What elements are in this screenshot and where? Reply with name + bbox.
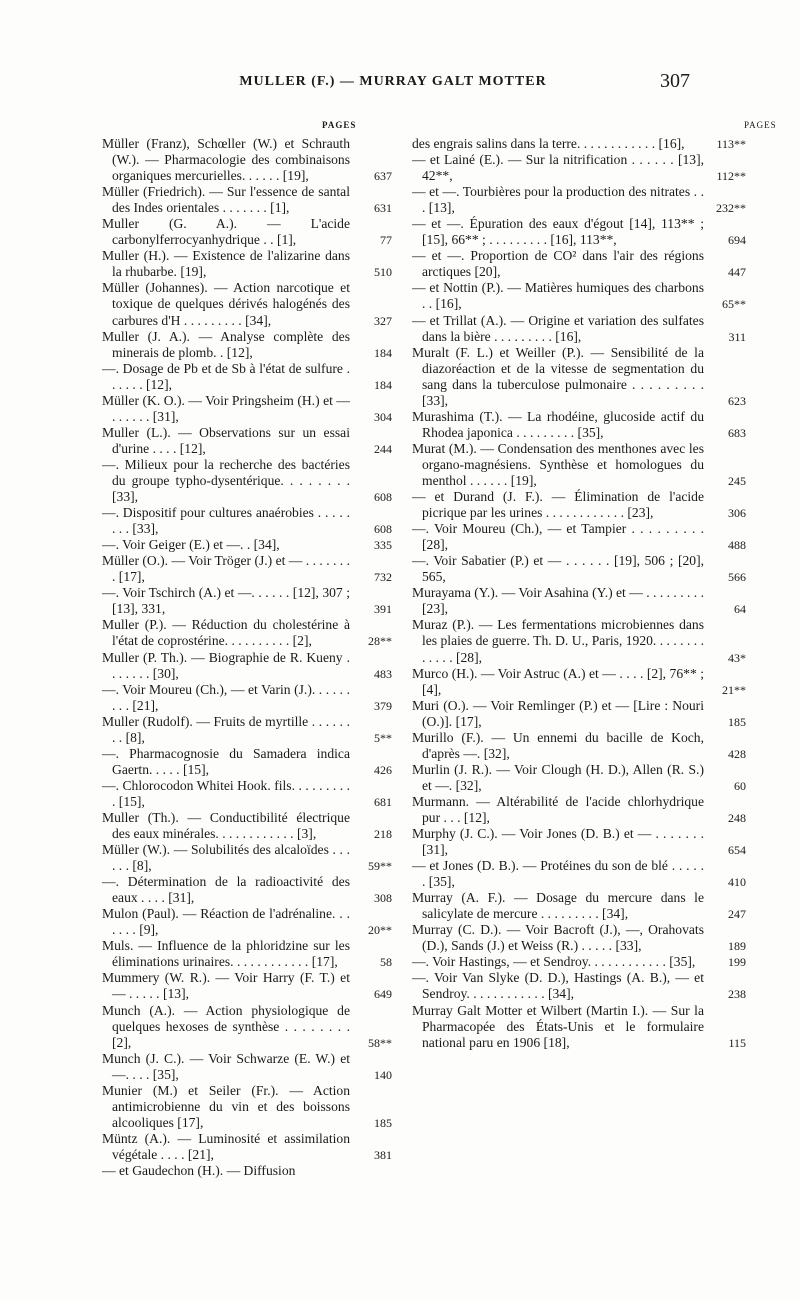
index-entry <box>102 553 402 585</box>
column-header-pages-left: PAGES <box>322 120 357 130</box>
entry-text: Müller (K. O.). — Voir Pringsheim (H.) et — . . . . . . [31], <box>102 392 350 424</box>
page-number: 307 <box>660 70 690 92</box>
index-entry <box>412 617 746 665</box>
entry-text: —. Détermination de la radioactivité des eaux . . . . [31], <box>102 874 350 906</box>
index-entry <box>102 1163 402 1179</box>
entry-text: Müller (O.). — Voir Tröger (J.) et — . . . . . . . . [17], <box>102 553 350 585</box>
entry-page: 327 <box>374 313 392 328</box>
entry-page: 20** <box>368 923 392 938</box>
entry-text: Müntz (A.). — Luminosité et assimilation végétale . . . . [21], <box>102 1130 350 1162</box>
entry-text: —. Voir Tschirch (A.) et —. . . . . . [12], 307 ; [13], 331, <box>102 585 350 617</box>
entry-page: 185 <box>728 714 746 729</box>
index-entry <box>412 585 746 617</box>
entry-text: —. Voir Moureu (Ch.), — et Varin (J.). . . . . . . . . [21], <box>102 681 350 713</box>
entry-page: 566 <box>728 570 746 585</box>
entry-page: 304 <box>374 409 392 424</box>
entry-page: 306 <box>728 506 746 521</box>
index-entry <box>102 537 402 553</box>
index-column-right <box>412 136 746 1051</box>
index-entry <box>102 778 402 810</box>
entry-page: 64 <box>734 602 746 617</box>
entry-text: — et Trillat (A.). — Origine et variation des sulfates dans la bière . . . . . . . . . [16], <box>412 312 704 344</box>
entry-text: Müller (Johannes). — Action narcotique et toxique de quelques dérivés halogénés des carbures d'H . . . . . . . . . [34], <box>102 280 350 328</box>
entry-text: Muller (Th.). — Conductibilité électrique des eaux minérales. . . . . . . . . . . . [3], <box>102 809 350 842</box>
entry-text: —. Milieux pour la recherche des bactéries du groupe typho-dysentérique. . . . . . . . [33], <box>102 456 350 505</box>
index-entry <box>102 1051 402 1083</box>
entry-page: 335 <box>374 538 392 553</box>
entry-page: 649 <box>374 987 392 1002</box>
entry-page: 185 <box>374 1115 392 1130</box>
entry-page: 391 <box>374 602 392 617</box>
index-entry <box>412 441 746 489</box>
entry-text: Murphy (J. C.). — Voir Jones (D. B.) et — . . . . . . . [31], <box>412 826 704 858</box>
index-entry <box>102 248 402 280</box>
entry-text: Murray (A. F.). — Dosage du mercure dans le salicylate de mercure . . . . . . . . . [34], <box>412 890 704 922</box>
index-entry <box>412 489 746 521</box>
entry-text: Muller (J. A.). — Analyse complète des minerais de plomb. . [12], <box>102 328 350 360</box>
entry-page: 199 <box>728 955 746 970</box>
index-entry <box>412 409 746 441</box>
entry-text: Murlin (J. R.). — Voir Clough (H. D.), Allen (R. S.) et —. [32], <box>412 761 704 793</box>
entry-text: —. Dispositif pour cultures anaérobies . . . . . . . . [33], <box>102 505 350 537</box>
entry-page: 59** <box>368 859 392 874</box>
index-entry <box>412 730 746 762</box>
entry-page: 379 <box>374 698 392 713</box>
index-entry <box>102 585 402 617</box>
entry-page: 65** <box>722 297 746 312</box>
entry-text: — et Gaudechon (H.). — Diffusion <box>102 1163 296 1178</box>
entry-text: —. Voir Van Slyke (D. D.), Hastings (A. B.), — et Sendroy. . . . . . . . . . . . [34], <box>412 970 704 1002</box>
entry-page: 426 <box>374 762 392 777</box>
entry-page: 58 <box>380 955 392 970</box>
entry-text: Munch (A.). — Action physiologique de quelques hexoses de synthèse . . . . . . . . [2], <box>102 1002 350 1050</box>
index-entry <box>412 1003 746 1051</box>
entry-text: — et —. Proportion de CO² dans l'air des régions arctiques [20], <box>412 248 704 280</box>
entry-text: Muralt (F. L.) et Weiller (P.). — Sensibilité de la diazoréaction et de la vitesse de segmentation du sang dans la tuberculose pulmonaire . . . . . . . . . [33], <box>412 344 704 408</box>
entry-page: 311 <box>728 329 746 344</box>
index-entry <box>412 345 746 409</box>
entry-text: Muraz (P.). — Les fermentations microbiennes dans les plaies de guerre. Th. D. U., Paris, 1920. . . . . . . . . . . . . [28], <box>412 617 704 665</box>
entry-text: Murco (H.). — Voir Astruc (A.) et — . . . . [2], 76** ; [4], <box>412 665 704 697</box>
entry-page: 218 <box>374 827 392 842</box>
entry-page: 113** <box>716 137 746 151</box>
index-entry <box>412 858 746 890</box>
index-entry <box>102 714 402 746</box>
index-entry <box>412 794 746 826</box>
index-entry <box>102 457 402 505</box>
entry-text: Murillo (F.). — Un ennemi du bacille de Koch, d'après —. [32], <box>412 729 704 761</box>
entry-text: —. Pharmacognosie du Samadera indica Gaertn. . . . . [15], <box>102 745 350 777</box>
entry-page: 681 <box>374 794 392 809</box>
running-head <box>0 70 800 104</box>
entry-text: Muller (P. Th.). — Biographie de R. Kueny . . . . . . . [30], <box>102 649 350 681</box>
index-entry <box>102 1131 402 1163</box>
index-entry <box>102 617 402 649</box>
index-entry <box>102 938 402 970</box>
entry-text: Murayama (Y.). — Voir Asahina (Y.) et — . . . . . . . . . [23], <box>412 585 704 617</box>
entry-page: 232** <box>716 201 746 216</box>
entry-page: 112** <box>716 169 746 184</box>
index-entry <box>412 890 746 922</box>
entry-text: Muller (Rudolf). — Fruits de myrtille . . . . . . . . [8], <box>102 713 350 745</box>
index-entry <box>102 970 402 1002</box>
index-entry <box>102 216 402 248</box>
entry-page: 245 <box>728 473 746 488</box>
index-entry <box>102 1083 402 1131</box>
entry-page: 637 <box>374 169 392 184</box>
index-entry <box>102 136 402 184</box>
entry-page: 510 <box>374 265 392 280</box>
entry-text: — et —. Épuration des eaux d'égout [14], 113** ; [15], 66** ; . . . . . . . . . [16], 113**, <box>412 216 704 248</box>
entry-text: Müller (Franz), Schœller (W.) et Schrauth (W.). — Pharmacologie des combinaisons organiques mercurielles. . . . . . [19], <box>102 136 350 184</box>
index-entry <box>102 280 402 328</box>
index-entry <box>102 184 402 216</box>
index-entry <box>412 184 746 216</box>
index-entry <box>412 970 746 1002</box>
entry-text: —. Voir Sabatier (P.) et — . . . . . . [19], 506 ; [20], 565, <box>412 553 704 585</box>
entry-text: des engrais salins dans la terre. . . . . . . . . . . . [16], <box>412 136 685 151</box>
index-entry <box>412 216 746 248</box>
entry-page: 238 <box>728 987 746 1002</box>
entry-page: 447 <box>728 265 746 280</box>
entry-text: — et Nottin (P.). — Matières humiques des charbons . . [16], <box>412 280 704 312</box>
index-entry <box>412 152 746 184</box>
column-header-pages-right: PAGES <box>744 120 777 130</box>
index-entry <box>412 280 746 312</box>
entry-text: —. Voir Moureu (Ch.), — et Tampier . . . . . . . . . [28], <box>412 521 704 553</box>
entry-page: 654 <box>728 843 746 858</box>
entry-text: — et Lainé (E.). — Sur la nitrification . . . . . . [13], 42**, <box>412 152 704 184</box>
entry-page: 623 <box>728 393 746 408</box>
entry-page: 28** <box>368 634 392 649</box>
index-entry <box>412 248 746 280</box>
entry-page: 5** <box>374 730 392 745</box>
entry-text: Müller (Friedrich). — Sur l'essence de santal des Indes orientales . . . . . . . [1], <box>102 184 350 216</box>
index-entry <box>102 505 402 537</box>
index-entry <box>412 136 746 152</box>
entry-text: Murray Galt Motter et Wilbert (Martin I.). — Sur la Pharmacopée des États-Unis et le formulaire national paru en 1906 [18], <box>412 1002 704 1050</box>
entry-page: 488 <box>728 538 746 553</box>
entry-text: Murat (M.). — Condensation des menthones avec les organo-magnésiens. Synthèse et homologues du menthol . . . . . . [19], <box>412 440 704 488</box>
entry-text: —. Voir Geiger (E.) et —. . [34], <box>102 537 280 553</box>
entry-text: —. Chlorocodon Whitei Hook. fils. . . . . . . . . . [15], <box>102 777 350 809</box>
entry-text: Muls. — Influence de la phloridzine sur les éliminations urinaires. . . . . . . . . . . . [17], <box>102 938 350 970</box>
index-entry <box>412 922 746 954</box>
entry-text: Müller (W.). — Solubilités des alcaloïdes . . . . . . [8], <box>102 842 350 874</box>
index-entry <box>412 666 746 698</box>
index-entry <box>102 393 402 425</box>
entry-text: Mummery (W. R.). — Voir Harry (F. T.) et — . . . . . [13], <box>102 970 350 1002</box>
entry-page: 428 <box>728 746 746 761</box>
index-column-left <box>102 136 402 1179</box>
entry-page: 608 <box>374 490 392 505</box>
entry-page: 410 <box>728 875 746 890</box>
entry-page: 21** <box>722 682 746 697</box>
entry-text: Muller (L.). — Observations sur un essai d'urine . . . . [12], <box>102 424 350 456</box>
entry-page: 184 <box>374 377 392 392</box>
entry-page: 308 <box>374 891 392 906</box>
index-entry <box>412 954 746 970</box>
index-entry <box>412 313 746 345</box>
index-entry <box>102 842 402 874</box>
entry-text: —. Voir Hastings, — et Sendroy. . . . . . . . . . . . [35], <box>412 954 696 970</box>
entry-text: — et —. Tourbières pour la production des nitrates . . . [13], <box>412 184 704 216</box>
entry-page: 483 <box>374 666 392 681</box>
entry-page: 115 <box>728 1035 746 1050</box>
entry-text: — et Jones (D. B.). — Protéines du son de blé . . . . . . [35], <box>412 858 704 890</box>
index-entry <box>412 521 746 553</box>
index-entry <box>102 361 402 393</box>
entry-page: 77 <box>380 233 392 248</box>
entry-page: 58** <box>368 1035 392 1050</box>
index-entry <box>102 425 402 457</box>
index-entry <box>412 762 746 794</box>
entry-text: Muller (H.). — Existence de l'alizarine dans la rhubarbe. [19], <box>102 248 350 280</box>
entry-page: 732 <box>374 570 392 585</box>
running-title: MULLER (F.) — MURRAY GALT MOTTER <box>239 74 547 89</box>
entry-text: Murashima (T.). — La rhodéine, glucoside actif du Rhodea japonica . . . . . . . . . [35], <box>412 408 704 440</box>
index-entry <box>102 650 402 682</box>
entry-page: 631 <box>374 201 392 216</box>
entry-page: 608 <box>374 522 392 537</box>
entry-page: 140 <box>374 1067 392 1082</box>
index-entry <box>412 553 746 585</box>
entry-text: — et Durand (J. F.). — Élimination de l'acide picrique par les urines . . . . . . . . . . . . [23], <box>412 489 704 521</box>
index-entry <box>412 826 746 858</box>
entry-text: Munier (M.) et Seiler (Fr.). — Action antimicrobienne du vin et des boissons alcooliques [17], <box>102 1082 350 1130</box>
entry-page: 43* <box>728 650 746 665</box>
entry-page: 694 <box>728 233 746 248</box>
entry-page: 248 <box>728 810 746 825</box>
entry-text: Munch (J. C.). — Voir Schwarze (E. W.) et —. . . . [35], <box>102 1050 350 1082</box>
entry-page: 244 <box>374 441 392 456</box>
entry-page: 60 <box>734 778 746 793</box>
entry-text: Muri (O.). — Voir Remlinger (P.) et — [Lire : Nouri (O.)]. [17], <box>412 697 704 729</box>
entry-text: Muller (G. A.). — L'acide carbonylferrocyanhydrique . . [1], <box>102 216 350 248</box>
entry-page: 184 <box>374 345 392 360</box>
index-entry <box>102 682 402 714</box>
index-entry <box>102 746 402 778</box>
index-entry <box>102 1003 402 1051</box>
entry-page: 381 <box>374 1147 392 1162</box>
index-entry <box>102 329 402 361</box>
index-entry <box>412 698 746 730</box>
entry-page: 247 <box>728 907 746 922</box>
entry-text: Murray (C. D.). — Voir Bacroft (J.), —, Orahovats (D.), Sands (J.) et Weiss (R.) . . . . . [33], <box>412 922 704 954</box>
entry-text: Mulon (Paul). — Réaction de l'adrénaline. . . . . . . [9], <box>102 906 350 938</box>
entry-page: 189 <box>728 939 746 954</box>
index-entry <box>102 810 402 842</box>
entry-text: Murmann. — Altérabilité de l'acide chlorhydrique pur . . . [12], <box>412 793 704 825</box>
index-entry <box>102 874 402 906</box>
entry-text: —. Dosage de Pb et de Sb à l'état de sulfure . . . . . . [12], <box>102 360 350 392</box>
index-entry <box>102 906 402 938</box>
entry-text: Muller (P.). — Réduction du cholestérine à l'état de coprostérine. . . . . . . . . . [2], <box>102 617 350 649</box>
entry-page: 683 <box>728 425 746 440</box>
